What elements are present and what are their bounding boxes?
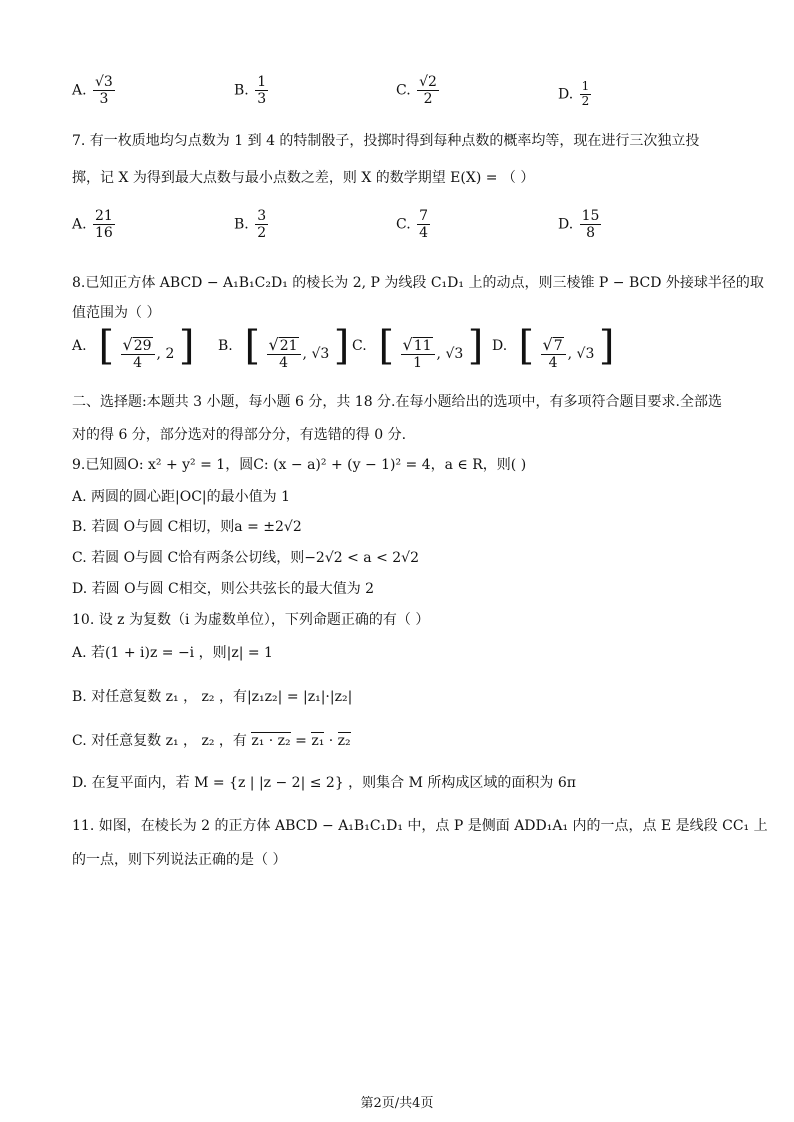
q7-option-a bbox=[72, 208, 117, 241]
q10-stem: 10. 设 z 为复数（i 为虚数单位），下列命题正确的有（ ） bbox=[72, 612, 430, 628]
option-denominator: 16 bbox=[95, 225, 113, 242]
option-label: A. bbox=[72, 338, 87, 354]
section2-intro-line1: 二、选择题:本题共 3 小题，每小题 6 分，共 18 分.在每小题给出的选项中，有多项符合题目要求.全部选 bbox=[72, 394, 722, 410]
section2-intro-line2: 对的得 6 分，部分选对的得部分分，有选错的得 0 分. bbox=[72, 427, 407, 443]
q10-option-c bbox=[72, 730, 351, 750]
interval-upper: , √3 bbox=[302, 346, 330, 363]
option-denominator: 4 bbox=[548, 355, 558, 372]
option-numerator: 1 bbox=[581, 79, 590, 93]
q8-stem-line1: 8.已知正方体 ABCD − A₁B₁C₂D₁ 的棱长为 2, P 为线段 C₁D₁ 上的动点，则三棱锥 P − BCD 外接球半径的取 bbox=[72, 275, 764, 291]
option-numerator: 15 bbox=[581, 208, 600, 224]
option-numerator: √3 bbox=[95, 74, 113, 90]
option-label: C. bbox=[396, 216, 411, 233]
q9-option-b: B. 若圆 O与圆 C相切，则a = ±2√2 bbox=[72, 519, 302, 535]
q11-stem-line2: 的一点，则下列说法正确的是（ ） bbox=[72, 852, 287, 868]
q9-option-c: C. 若圆 O与圆 C恰有两条公切线，则−2√2 < a < 2√2 bbox=[72, 550, 420, 566]
q10-option-b: B. 对任意复数 z₁ ， z₂ ，有|z₁z₂| = |z₁|·|z₂| bbox=[72, 689, 353, 705]
option-denominator: 2 bbox=[581, 93, 590, 108]
q7-stem-line2: 掷，记 X 为得到最大点数与最小点数之差，则 X 的数学期望 E(X) = （ ） bbox=[72, 170, 535, 186]
q7-option-b bbox=[234, 208, 270, 241]
q8-stem-line2: 值范围为（ ） bbox=[72, 305, 161, 321]
q8-option-d: D. [ √ 7 4 , √3 ] bbox=[492, 323, 615, 372]
q11-stem-line1: 11. 如图，在棱长为 2 的正方体 ABCD − A₁B₁C₁D₁ 中，点 P 是侧面 ADD₁A₁ 内的一点，点 E 是线段 CC₁ 上 bbox=[72, 818, 768, 834]
radicand: 7 bbox=[553, 338, 563, 354]
q8-option-b: B. [ √ 21 4 , √3 ] bbox=[218, 323, 350, 372]
option-numerator: 21 bbox=[95, 208, 113, 224]
q7-option-c bbox=[396, 208, 432, 241]
option-label: B. bbox=[234, 82, 249, 99]
option-numerator: 1 bbox=[257, 74, 267, 90]
option-label: D. bbox=[558, 86, 574, 103]
equals-sign: = bbox=[295, 733, 312, 749]
q9-option-d: D. 若圆 O与圆 C相交，则公共弦长的最大值为 2 bbox=[72, 581, 375, 597]
q9-stem: 9.已知圆O: x² + y² = 1，圆C: (x − a)² + (y − 1)² = 4，a ∈ R，则( ) bbox=[72, 457, 527, 473]
interval-upper: , √3 bbox=[567, 346, 595, 363]
option-denominator: 2 bbox=[423, 91, 433, 108]
option-label: C. bbox=[396, 82, 411, 99]
q10-option-a: A. 若(1 + i)z = −i ，则|z| = 1 bbox=[72, 645, 273, 661]
q7-stem-line1: 7. 有一枚质地均匀点数为 1 到 4 的特制骰子，投掷时得到每种点数的概率均等，现在进行三次独立投 bbox=[72, 133, 700, 149]
option-label: B. bbox=[234, 216, 249, 233]
option-c-prefix: C. 对任意复数 z₁ ， z₂ ，有 bbox=[72, 733, 247, 749]
option-label: D. bbox=[558, 216, 574, 233]
option-denominator: 8 bbox=[586, 225, 596, 242]
q6-option-c bbox=[396, 74, 441, 107]
conjugate-z2: z₂ bbox=[337, 733, 351, 749]
option-denominator: 4 bbox=[419, 225, 429, 242]
interval-upper: , √3 bbox=[436, 346, 464, 363]
radicand: 21 bbox=[279, 338, 298, 354]
q8-option-a: A. [ √ 29 4 , 2 ] bbox=[72, 323, 195, 372]
radicand: 11 bbox=[413, 338, 432, 354]
q6-option-b bbox=[234, 74, 270, 107]
option-numerator: 3 bbox=[257, 208, 267, 224]
q10-option-d: D. 在复平面内，若 M = {z | |z − 2| ≤ 2} ，则集合 M 所构成区域的面积为 6π bbox=[72, 775, 576, 791]
option-label: D. bbox=[492, 338, 508, 354]
option-denominator: 3 bbox=[99, 91, 109, 108]
option-label: A. bbox=[72, 82, 87, 99]
page-number: 第2页/共4页 bbox=[360, 1096, 434, 1111]
option-denominator: 3 bbox=[257, 91, 267, 108]
q6-option-a bbox=[72, 74, 117, 107]
q8-option-c: C. [ √ 11 1 , √3 ] bbox=[352, 323, 484, 372]
option-numerator: √2 bbox=[419, 74, 437, 90]
q9-option-a: A. 两圆的圆心距|OC|的最小值为 1 bbox=[72, 489, 290, 505]
q6-option-d bbox=[558, 80, 593, 109]
q7-option-d bbox=[558, 208, 603, 241]
radicand: 29 bbox=[133, 338, 152, 354]
option-numerator: 7 bbox=[419, 208, 429, 224]
option-denominator: 1 bbox=[413, 355, 422, 372]
option-denominator: 4 bbox=[279, 355, 288, 372]
option-label: B. bbox=[218, 338, 233, 354]
option-denominator: 4 bbox=[133, 355, 142, 372]
option-label: A. bbox=[72, 216, 87, 233]
conjugate-product: z₁ · z₂ bbox=[251, 733, 291, 749]
option-denominator: 2 bbox=[257, 225, 267, 242]
conjugate-z1: z₁ bbox=[311, 733, 325, 749]
option-label: C. bbox=[352, 338, 367, 354]
dot-sign: · bbox=[328, 733, 338, 749]
interval-upper: , 2 bbox=[156, 346, 175, 363]
